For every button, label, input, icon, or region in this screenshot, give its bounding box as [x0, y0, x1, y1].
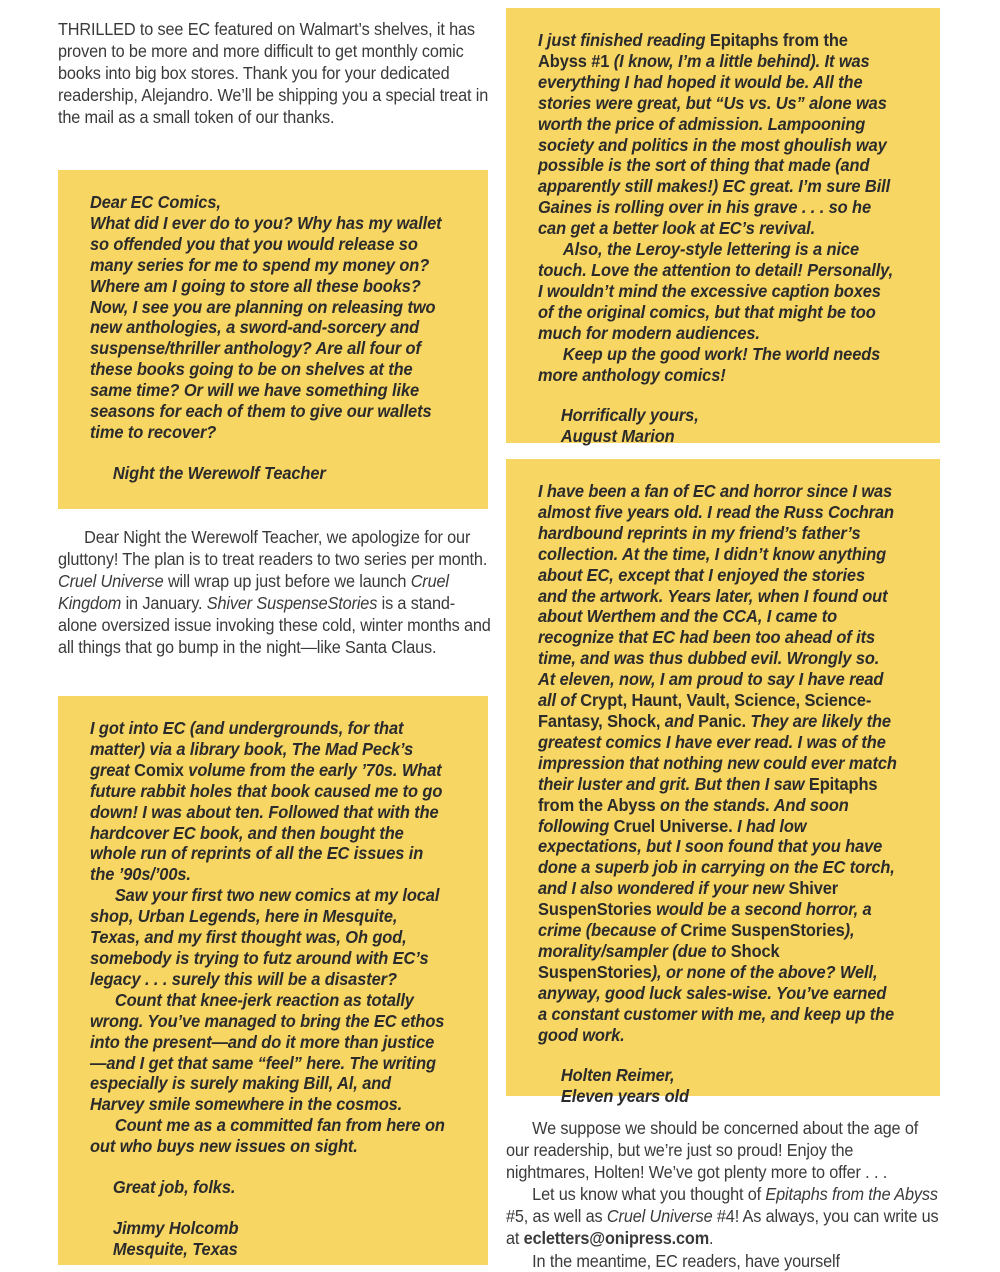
letter-signature-august [538, 405, 897, 447]
reply-holten-title-epitaphs: Epitaphs from the Abyss [765, 1184, 938, 1205]
editorial-reply-holten [506, 1117, 940, 1272]
letter-holten-titles-ec-series: Crypt, Haunt, Vault, Science, Science-Fantasy, Shock, [538, 690, 872, 731]
reply-night-title-shiver: Shiver SuspenseStories [206, 593, 378, 614]
letter-holten-p1f: would be a second horror, a crime (because of [538, 899, 872, 941]
letter-holten-p1d: on the stands. And soon following [538, 794, 849, 836]
letter-signature-holten [538, 1065, 897, 1107]
signature-name-night: Night the Werewolf Teacher [112, 462, 326, 483]
reply-holten-p2c: #4! As always, you can write us at [506, 1206, 939, 1249]
letter-holten-p1c: They are likely the greatest comics I have ever read. I was of the impression that nothing new could ever match their luster and grit. But then I saw [538, 710, 897, 794]
letter-holten-title-cruel-universe: Cruel Universe. [613, 815, 733, 836]
letter-body-august [538, 30, 897, 447]
letter-box-august-marion [506, 8, 940, 447]
reply-night-part1: Dear Night the Werewolf Teacher, we apologize for our gluttony! The plan is to treat readers to two series per month. [58, 527, 488, 570]
editorial-reply-night-text [58, 526, 492, 659]
reply-night-part3: in January. [121, 593, 207, 614]
reply-night-title-cruel-universe: Cruel Universe [58, 571, 164, 592]
letter-holten-p1h: ), or none of the above? Well, anyway, good luck sales-wise. You’ve earned a constant customer with me, and keep up the good work. [538, 961, 895, 1045]
intro-paragraph-text: THRILLED to see EC featured on Walmart’s shelves, it has proven to be more and more difficult to get monthly comic books into big box stores. Thank you for your dedicated readership, Alejandro. We’ll be shipping you a special treat in the mail as a small token of our thanks. [58, 19, 489, 128]
letter-signature-jimmy [90, 1218, 445, 1260]
reply-holten-p2d: . [709, 1228, 714, 1249]
reply-holten-p2b: #5, as well as [506, 1206, 607, 1227]
letter-jimmy-closing [90, 1177, 445, 1198]
letter-holten-title-shiver: Shiver SuspenStories [538, 878, 839, 920]
letter-box-jimmy-holcomb [58, 696, 488, 1265]
letter-holten-title-shock: Shock SuspenStories [538, 940, 780, 982]
letter-august-para-2: Also, the Leroy-style lettering is a nice touch. Love the attention to detail! Personally, I wouldn’t mind the excessive caption boxes of the original comics, but that might be too much for modern audiences. [538, 239, 894, 343]
letter-box-night-the-werewolf-teacher [58, 170, 488, 509]
letter-signature-night [90, 463, 445, 484]
letter-body-night [90, 192, 445, 484]
letter-holten-title-epitaphs: Epitaphs from the Abyss [538, 773, 878, 815]
editorial-reply-holten-para-2 [506, 1183, 940, 1249]
letter-august-para-1 [538, 30, 897, 239]
letter-body-holten [538, 481, 897, 1107]
letter-jimmy-para-1 [90, 718, 445, 885]
letter-jimmy-para-2: Saw your first two new comics at my local shop, Urban Legends, here in Mesquite, Texas, and my first thought was, Oh god, somebody is trying to futz around with EC’s legacy . . . surely this will be a disaster? [90, 885, 440, 989]
letter-text-night: What did I ever do to you? Why has my wallet so offended you that you would release so many series for me to spend my money on? Where am I going to store all these books? Now, I see you are planning on releasing two new anthologies, a sword-and-sorcery and suspense/thriller anthology? Are all four of these books going to be on shelves at the same time? Or will we have something like seasons for each of them to give our wallets time to recover? [90, 212, 442, 442]
signature-name-august: August Marion [560, 426, 675, 447]
signature-age-holten: Eleven years old [560, 1086, 689, 1107]
letter-holten-p1a: I have been a fan of EC and horror since I was almost five years old. I read the Russ Cochran hardbound reprints in my friend’s father’s collection. At the time, I didn’t know anything about EC, except that I enjoyed the stories and the artwork. Years later, when I found out about Werthem and the CCA, I came to recognize that EC had been too ahead of its time, and was thus dubbed evil. Wrongly so. At eleven, now, I am proud to say I have read all of [538, 481, 894, 711]
letter-box-holten-reimer [506, 459, 940, 1107]
letter-holten-p1b: and [660, 710, 699, 731]
letter-holten-p1g: ), morality/sampler (due to [538, 920, 855, 961]
reply-night-title-cruel-kingdom: Cruel Kingdom [58, 571, 449, 614]
letter-jimmy-p1b: volume from the early ’70s. What future rabbit holes that book caused me to go down! I was about ten. Followed that with the hardcover EC book, and then bought the whole run of reprints of all the EC issues in the ’90s/’00s. [90, 759, 443, 885]
letter-jimmy-para-3: Count that knee-jerk reaction as totally wrong. You’ve managed to bring the EC ethos into the present—and do it more than justice—and I get that same “feel” here. The writing especially is surely making Bill, Al, and Harvey smile somewhere in the cosmos. [90, 989, 445, 1115]
letter-holten-title-panic: Panic. [698, 710, 746, 731]
letter-holten-p1e: I had low expectations, but I soon found that you have done a superb job in carrying on the EC torch, and I also wondered if your new [538, 815, 895, 899]
letter-holten-para-1 [538, 481, 897, 1045]
editorial-reply-holten-para-1: We suppose we should be concerned about the age of our readership, but we’re just so proud! Enjoy the nightmares, Holten! We’ve got plenty more to offer . . . [506, 1118, 919, 1183]
letter-august-p1a: I just finished reading [538, 30, 710, 50]
reply-night-part2: will wrap up just before we launch [163, 571, 411, 592]
signature-name-jimmy: Jimmy Holcomb [112, 1217, 239, 1238]
letter-august-para-3: Keep up the good work! The world needs more anthology comics! [538, 343, 881, 385]
reply-night-part4: is a stand-alone oversized issue invoking these cold, winter months and all things that go bump in the night—like Santa Claus. [58, 593, 491, 658]
reply-holten-p2a: Let us know what you thought of [532, 1184, 766, 1205]
editorial-reply-night [58, 526, 492, 659]
letter-jimmy-para-4: Count me as a committed fan from here on out who buys new issues on sight. [90, 1115, 445, 1157]
signature-location-jimmy: Mesquite, Texas [112, 1238, 238, 1259]
letter-jimmy-title-comix: Comix [134, 759, 184, 780]
signature-closing-august: Horrifically yours, [560, 405, 699, 426]
editorial-email-address[interactable]: ecletters@onipress.com [523, 1228, 710, 1249]
letter-jimmy-p1a: I got into EC (and undergrounds, for that matter) via a library book, The Mad Peck’s great [90, 718, 414, 780]
letter-jimmy-closing-text: Great job, folks. [112, 1177, 236, 1198]
intro-paragraph [58, 18, 492, 128]
letter-salutation-night: Dear EC Comics, [90, 192, 221, 212]
letter-body-jimmy [90, 718, 445, 1260]
editorial-reply-holten-para-3: In the meantime, EC readers, have yourself [532, 1250, 840, 1271]
letter-august-title-epitaphs: Epitaphs from the Abyss #1 [538, 30, 848, 71]
signature-name-holten: Holten Reimer, [560, 1065, 675, 1086]
letter-holten-title-crime: Crime SuspenStories [680, 920, 845, 941]
reply-holten-title-cruel-universe: Cruel Universe [606, 1206, 713, 1227]
letter-august-p1b: (I know, I’m a little behind). It was everything I had hoped it would be. All the stories were great, but “Us vs. Us” alone was worth the price of admission. Lampooning society and politics in the most ghoulish way possible is the sort of thing that made (and apparently still makes!) EC great. I’m sure Bill Gaines is rolling over in his grave . . . so he can get a better look at EC’s revival. [538, 50, 891, 239]
